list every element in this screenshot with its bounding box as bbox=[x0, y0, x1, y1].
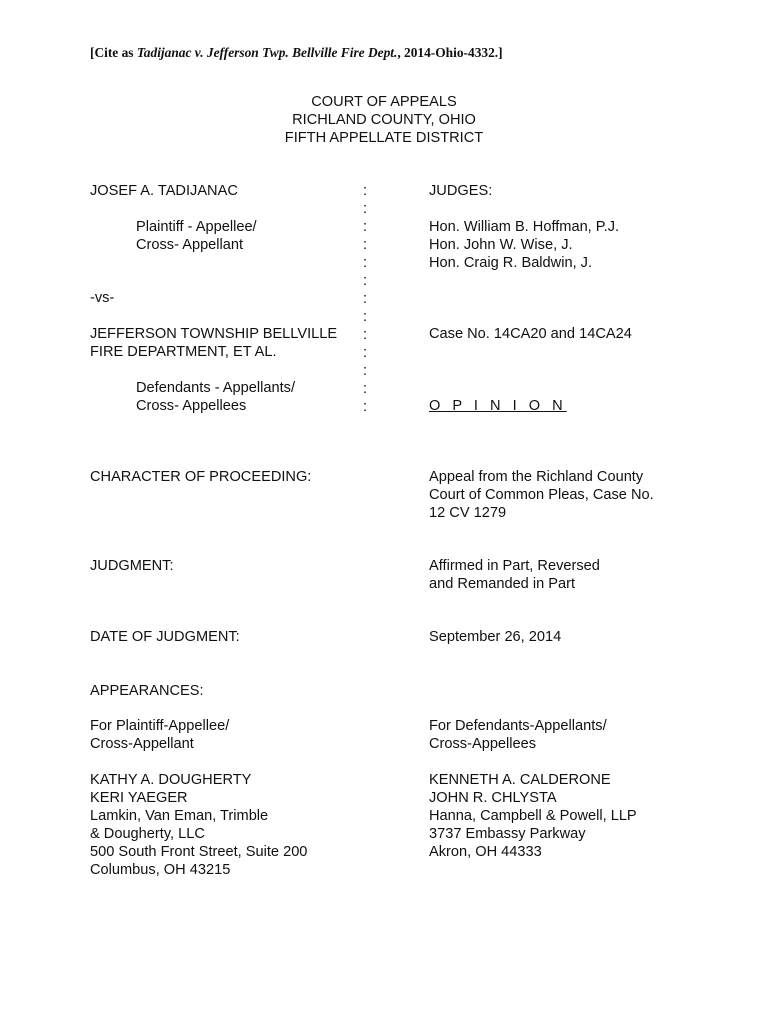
date-value: September 26, 2014 bbox=[429, 629, 562, 645]
court-county: RICHLAND COUNTY, OHIO bbox=[292, 112, 476, 128]
date-label: DATE OF JUDGMENT: bbox=[90, 629, 240, 645]
document-type: O P I N I O N bbox=[429, 398, 567, 414]
citation-prefix: [Cite as bbox=[90, 45, 137, 60]
appearance-left-line-5: 500 South Front Street, Suite 200 bbox=[90, 844, 308, 860]
caption-colon: : bbox=[362, 201, 368, 217]
appearance-left-for-2: Cross-Appellant bbox=[90, 736, 194, 752]
character-label: CHARACTER OF PROCEEDING: bbox=[90, 469, 312, 485]
appearance-left-line-3: Lamkin, Van Eman, Trimble bbox=[90, 808, 269, 824]
appearances-label: APPEARANCES: bbox=[90, 683, 204, 699]
character-line-3: 12 CV 1279 bbox=[429, 505, 507, 521]
judges-heading: JUDGES: bbox=[429, 183, 493, 199]
caption-colon: : bbox=[362, 219, 368, 235]
judge-1: Hon. William B. Hoffman, P.J. bbox=[429, 219, 620, 235]
plaintiff-role-1: Plaintiff - Appellee/ bbox=[136, 219, 257, 235]
appearance-right-for-1: For Defendants-Appellants/ bbox=[429, 718, 607, 734]
citation-suffix: , 2014-Ohio-4332.] bbox=[397, 45, 503, 60]
plaintiff-role-2: Cross- Appellant bbox=[136, 237, 244, 253]
character-line-1: Appeal from the Richland County bbox=[429, 469, 644, 485]
court-name: COURT OF APPEALS bbox=[311, 94, 457, 110]
appearance-right-line-2: JOHN R. CHLYSTA bbox=[429, 790, 557, 806]
caption-colon: : bbox=[362, 381, 368, 397]
caption-colon: : bbox=[362, 345, 368, 361]
judgment-label: JUDGMENT: bbox=[90, 558, 174, 574]
plaintiff-name: JOSEF A. TADIJANAC bbox=[90, 183, 238, 199]
judge-2: Hon. John W. Wise, J. bbox=[429, 237, 573, 253]
defendant-name-2: FIRE DEPARTMENT, ET AL. bbox=[90, 344, 277, 360]
judgment-line-2: and Remanded in Part bbox=[429, 576, 576, 592]
judgment-line-1: Affirmed in Part, Reversed bbox=[429, 558, 600, 574]
caption-colon: : bbox=[362, 255, 368, 271]
caption-colon: : bbox=[362, 363, 368, 379]
appearance-left-for-1: For Plaintiff-Appellee/ bbox=[90, 718, 230, 734]
caption-colon: : bbox=[362, 273, 368, 289]
court-district: FIFTH APPELLATE DISTRICT bbox=[284, 130, 484, 146]
appearance-right-line-3: Hanna, Campbell & Powell, LLP bbox=[429, 808, 637, 824]
appearance-left-line-6: Columbus, OH 43215 bbox=[90, 862, 231, 878]
appearance-right-line-5: Akron, OH 44333 bbox=[429, 844, 542, 860]
appearance-right-line-4: 3737 Embassy Parkway bbox=[429, 826, 586, 842]
caption-colon: : bbox=[362, 183, 368, 199]
defendant-role-2: Cross- Appellees bbox=[136, 398, 247, 414]
character-line-2: Court of Common Pleas, Case No. bbox=[429, 487, 654, 503]
appearance-left-line-4: & Dougherty, LLC bbox=[90, 826, 205, 842]
citation bbox=[90, 44, 503, 62]
caption-colon: : bbox=[362, 399, 368, 415]
caption-colon: : bbox=[362, 237, 368, 253]
defendant-name-1: JEFFERSON TOWNSHIP BELLVILLE bbox=[90, 326, 338, 342]
caption-colon: : bbox=[362, 327, 368, 343]
appearance-right-line-1: KENNETH A. CALDERONE bbox=[429, 772, 611, 788]
case-number: Case No. 14CA20 and 14CA24 bbox=[429, 326, 632, 342]
versus: -vs- bbox=[90, 290, 115, 306]
defendant-role-1: Defendants - Appellants/ bbox=[136, 380, 296, 396]
caption-colon: : bbox=[362, 291, 368, 307]
citation-case-name: Tadijanac v. Jefferson Twp. Bellville Fire Dept. bbox=[136, 45, 398, 60]
appearance-right-for-2: Cross-Appellees bbox=[429, 736, 537, 752]
judge-3: Hon. Craig R. Baldwin, J. bbox=[429, 255, 593, 271]
appearance-left-line-2: KERI YAEGER bbox=[90, 790, 188, 806]
appearance-left-line-1: KATHY A. DOUGHERTY bbox=[90, 772, 252, 788]
caption-colon: : bbox=[362, 309, 368, 325]
